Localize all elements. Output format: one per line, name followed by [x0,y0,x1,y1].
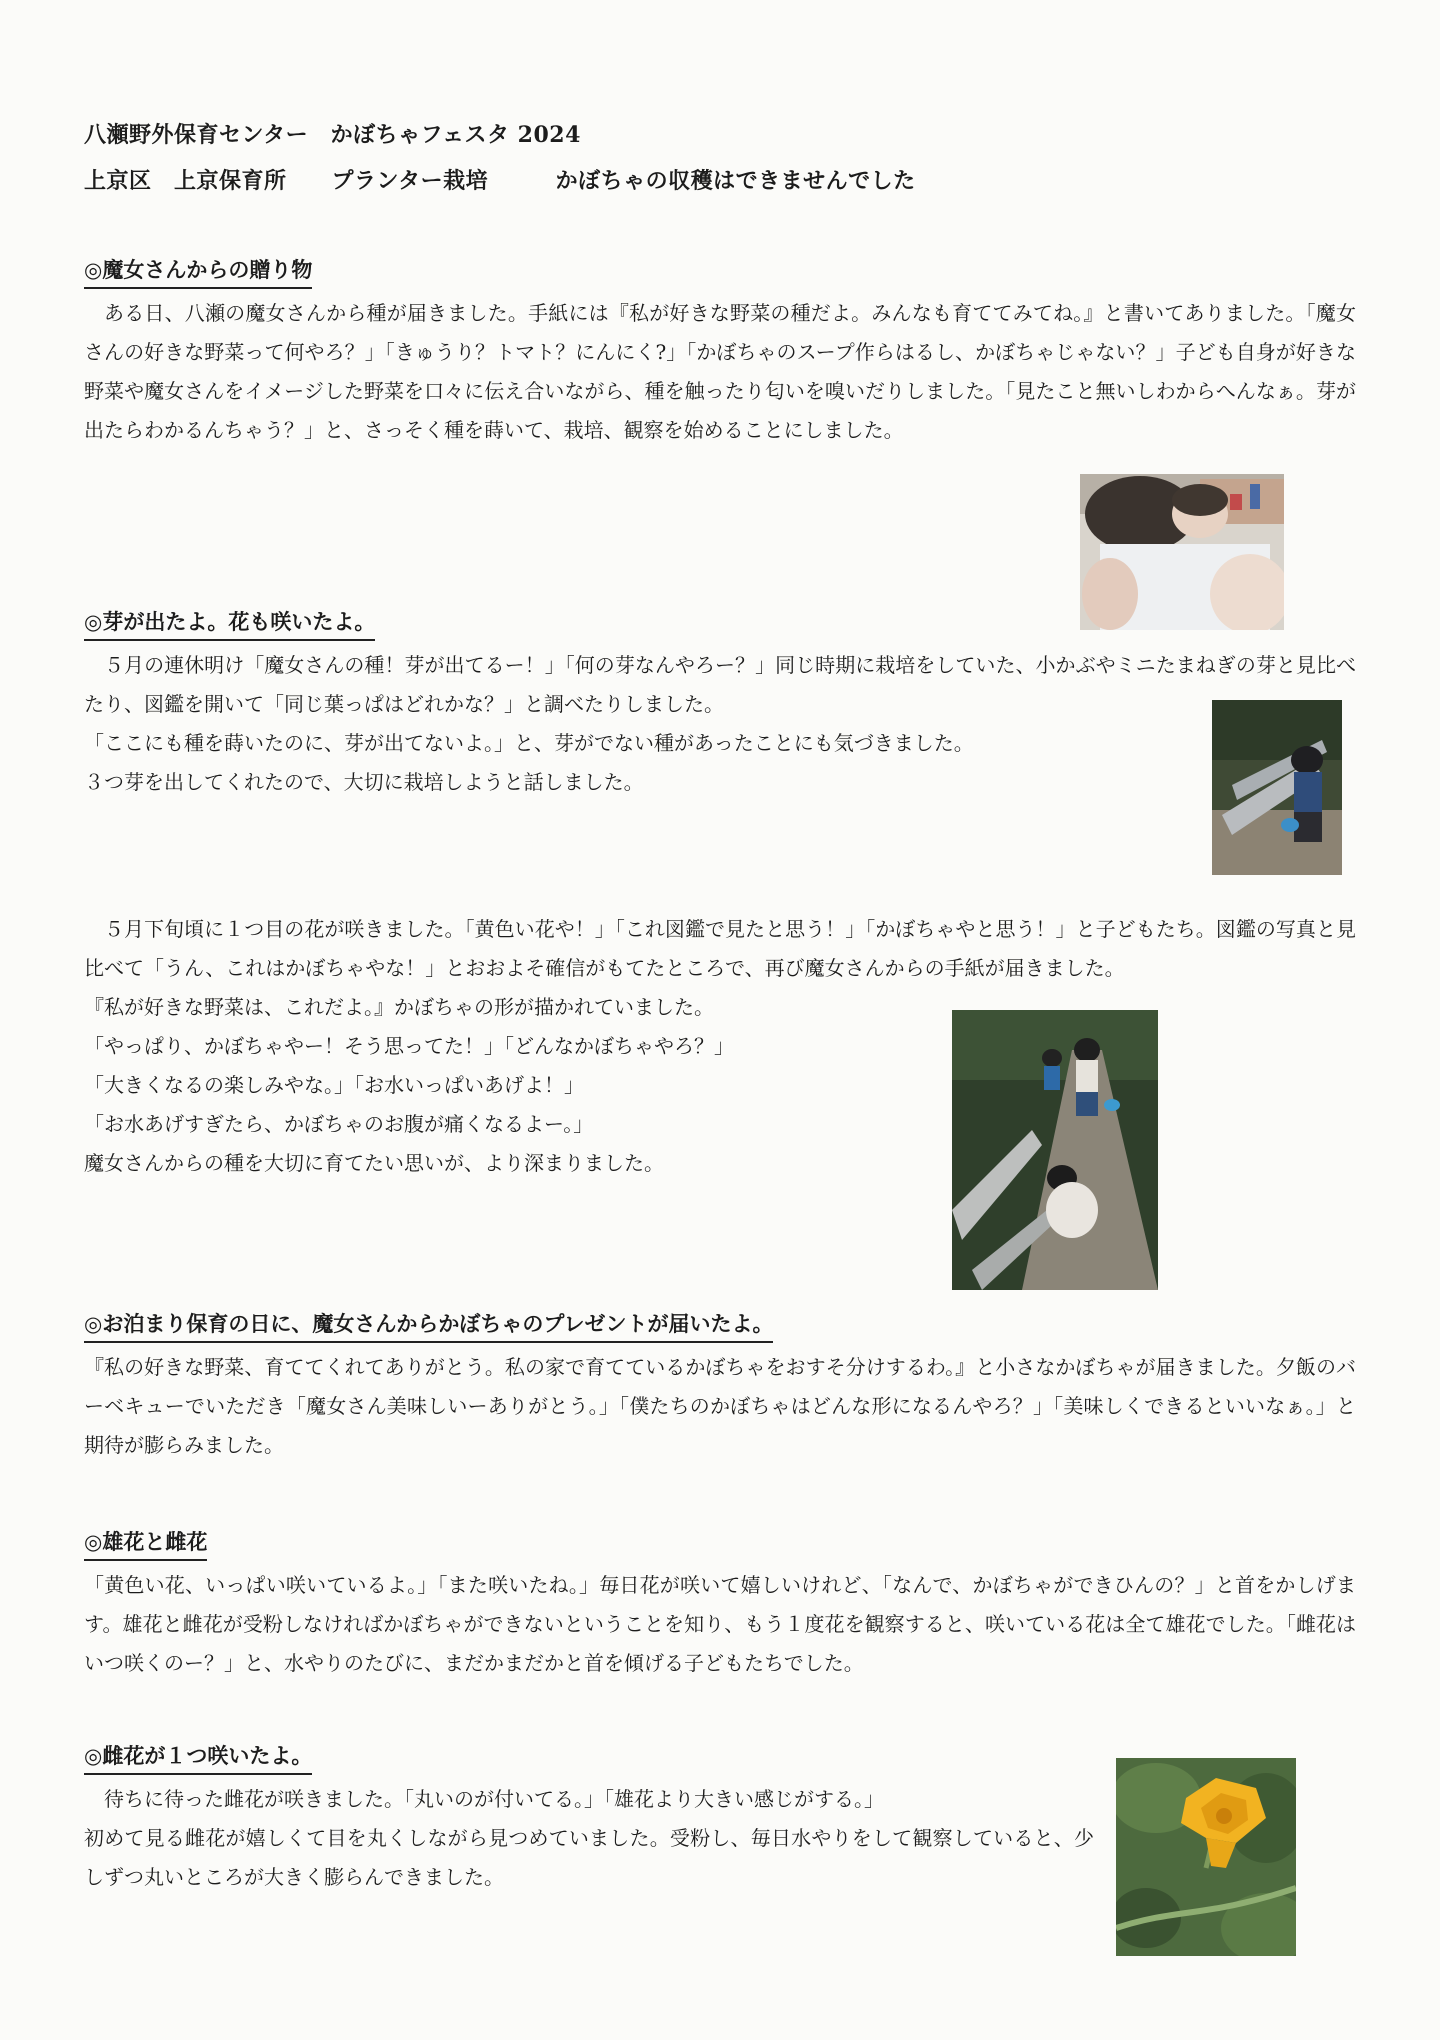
photo-children-at-garden-steps [952,1010,1158,1290]
paragraph: ３つ芽を出してくれたので、大切に栽培しようと話しました。 [84,770,644,794]
photo-children-watering-planter [1212,700,1342,875]
paragraph: 『私の好きな野菜、育ててくれてありがとう。私の家で育てているかぼちゃをおすそ分けするわ。』と小さなかぼちゃが届きました。夕飯のバーベキューでいただき「魔女さん美味しいーありがとう。」「僕たちのかぼちゃはどんな形になるんやろ？」「美味しくできるといいなぁ。」と期待が膨らみました。 [84,1355,1356,1457]
section-female-flower-body [84,1780,1094,1897]
section-gift-body [84,294,1356,450]
section-flowers-body [84,1566,1356,1683]
paragraph: 待ちに待った雌花が咲きました。「丸いのが付いてる。」「雄花より大きい感じがする。」 [104,1787,884,1811]
paragraph: ５月の連休明け「魔女さんの種！芽が出てるー！」「何の芽なんやろー？」同じ時期に栽培をしていた、小かぶやミニたまねぎの芽と見比べたり、図鑑を開いて「同じ葉っぱはどれかな？」と調べたりしました。 [84,653,1356,716]
section-sleepover-body [84,1348,1356,1465]
section-first-flower-body [84,910,1356,1183]
heading-sleepover-present: ◎お泊まり保育の日に、魔女さんからかぼちゃのプレゼントが届いたよ。 [84,1308,773,1343]
header-line-1: 八瀬野外保育センター かぼちゃフェスタ 2024 [84,122,581,148]
paragraph: 「やっぱり、かぼちゃやー！そう思ってた！」「どんなかぼちゃやろ？」 [84,1034,734,1058]
paragraph: 「大きくなるの楽しみやな。」「お水いっぱいあげよ！」 [84,1073,584,1097]
heading-female-flower-bloomed: ◎雌花が１つ咲いたよ。 [84,1740,312,1775]
paragraph: 「ここにも種を蒔いたのに、芽が出てないよ。」と、芽がでない種があったことにも気づきました。 [84,731,974,755]
paragraph: 初めて見る雌花が嬉しくて目を丸くしながら見つめていました。受粉し、毎日水やりをして観察していると、少しずつ丸いところが大きく膨らんできました。 [84,1826,1094,1889]
photo-pumpkin-flower [1116,1758,1296,1956]
heading-male-and-female-flowers: ◎雄花と雌花 [84,1526,207,1561]
paragraph: 「黄色い花、いっぱい咲いているよ。」「また咲いたね。」毎日花が咲いて嬉しいけれど、「なんで、かぼちゃができひんの？」と首をかしげます。雄花と雌花が受粉しなければかぼちゃができないということを知り、もう１度花を観察すると、咲いている花は全て雄花でした。「雌花はいつ咲くのー？」と、水やりのたびに、まだかまだかと首を傾げる子どもたちでした。 [84,1573,1356,1675]
header-line-2: 上京区 上京保育所 プランター栽培 かぼちゃの収穫はできませんでした [84,168,916,194]
paragraph: ある日、八瀬の魔女さんから種が届きました。手紙には『私が好きな野菜の種だよ。みんなも育ててみてね。』と書いてありました。「魔女さんの好きな野菜って何やろ？」「きゅうり？トマト？にんにく?」「かぼちゃのスープ作らはるし、かぼちゃじゃない？」子ども自身が好きな野菜や魔女さんをイメージした野菜を口々に伝え合いながら、種を触ったり匂いを嗅いだりしました。「見たこと無いしわからへんなぁ。芽が出たらわかるんちゃう？」と、さっそく種を蒔いて、栽培、観察を始めることにしました。 [84,301,1356,442]
heading-sprouts-and-flowers: ◎芽が出たよ。花も咲いたよ。 [84,606,375,641]
paragraph: 「お水あげすぎたら、かぼちゃのお腹が痛くなるよー。」 [84,1112,594,1136]
section-sprouts-body [84,646,1356,802]
heading-gift-from-witch: ◎魔女さんからの贈り物 [84,254,312,289]
photo-children-with-seeds [1080,474,1284,630]
paragraph: 『私が好きな野菜は、これだよ。』かぼちゃの形が描かれていました。 [84,995,714,1019]
paragraph: ５月下旬頃に１つ目の花が咲きました。「黄色い花や！」「これ図鑑で見たと思う！」「かぼちゃやと思う！」と子どもたち。図鑑の写真と見比べて「うん、これはかぼちゃやな！」とおおよそ確信がもてたところで、再び魔女さんからの手紙が届きました。 [84,917,1356,980]
paragraph: 魔女さんからの種を大切に育てたい思いが、より深まりました。 [84,1151,664,1175]
